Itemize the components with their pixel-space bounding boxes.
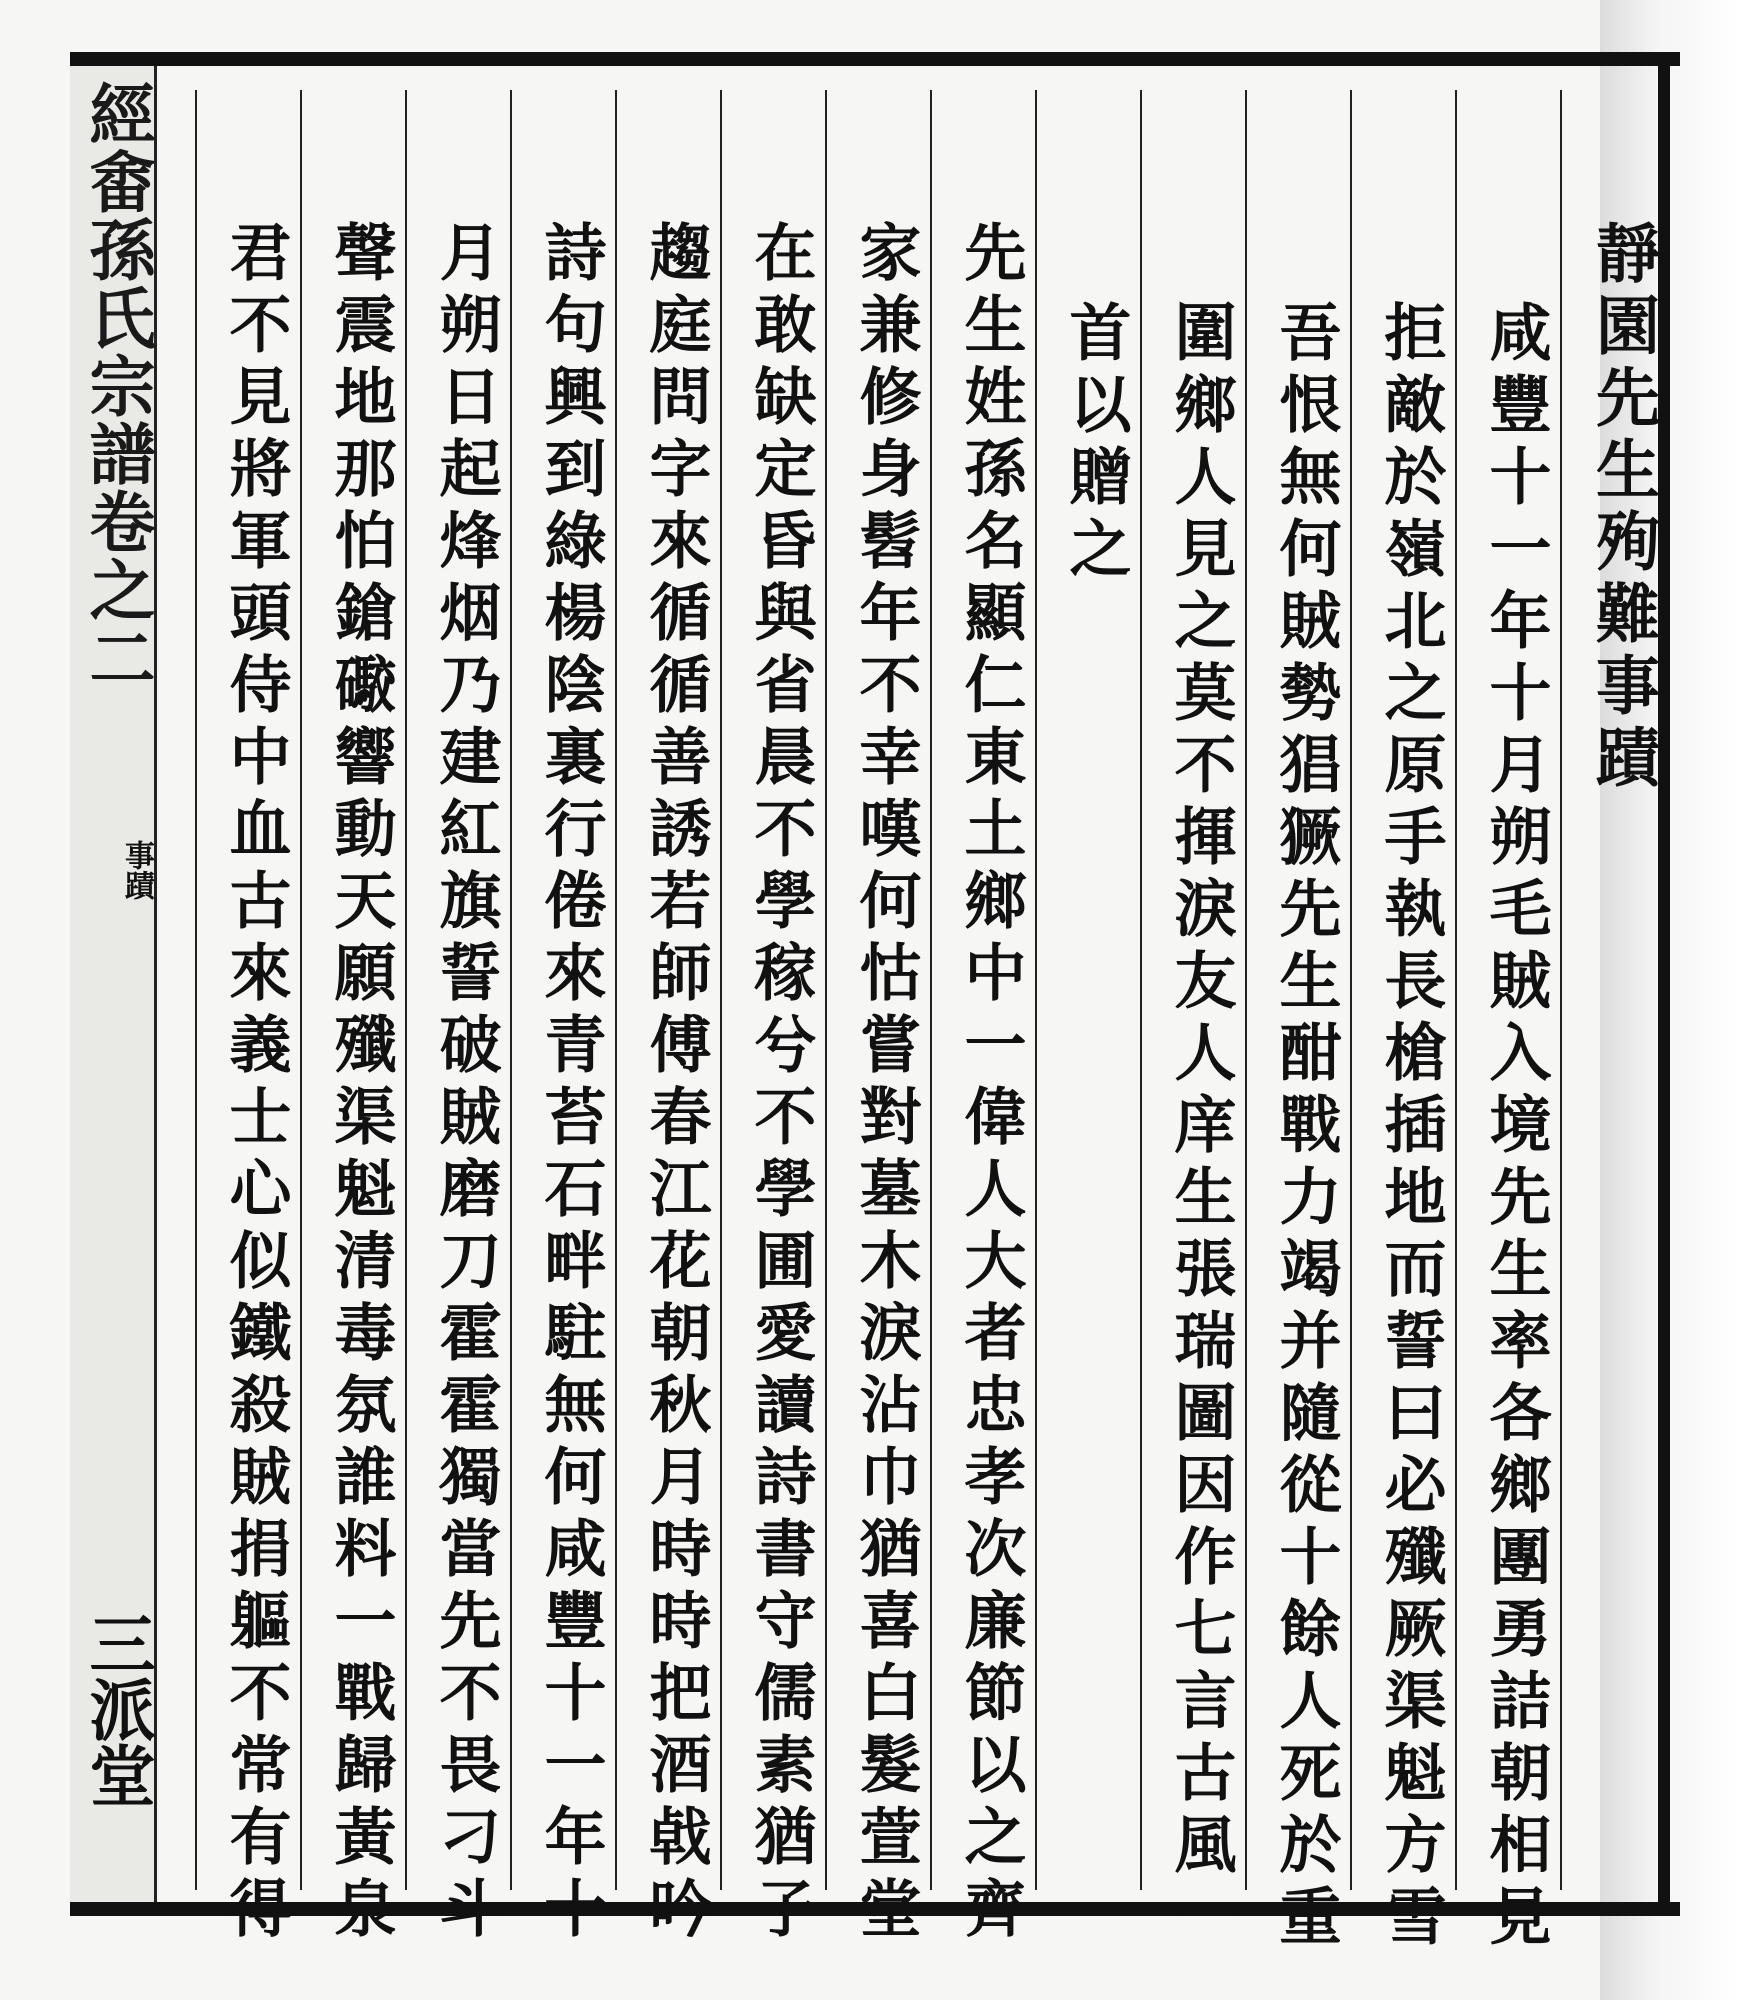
column-divider [1350, 90, 1352, 1890]
column-divider [1455, 90, 1457, 1890]
text-column: 月朔日起烽烟乃建紅旗誓破賊磨刀霍霍獨當先不畏刁斗 [429, 220, 502, 1948]
text-column: 君不見將軍頭侍中血古來義士心似鐵殺賊捐軀不常有得 [219, 220, 292, 1948]
column-divider [615, 90, 617, 1890]
text-column: 在敢缺定昏與省晨不學稼兮不學圃愛讀詩書守儒素猶子 [744, 220, 817, 1948]
text-column: 拒敵於嶺北之原手執長槍插地而誓曰必殲厥渠魁方雪 [1374, 300, 1447, 1956]
column-divider [930, 90, 932, 1890]
text-column: 圍鄉人見之莫不揮淚友人庠生張瑞圖因作七言古風一 [1164, 300, 1237, 1956]
text-column: 家兼修身髫年不幸嘆何怙嘗對墓木淚沾巾猶喜白髮萱堂 [849, 220, 922, 1948]
column-divider [1035, 90, 1037, 1890]
top-border-rule [70, 52, 1680, 66]
column-divider [1140, 90, 1142, 1890]
column-divider [825, 90, 827, 1890]
column-divider [1245, 90, 1247, 1890]
column-divider [195, 90, 197, 1890]
text-column: 吾恨無何賊勢猖獗先生酣戰力竭并隨從十餘人死於重 [1269, 300, 1342, 1956]
margin-hall-name: 三派堂 [78, 1610, 156, 1808]
text-column: 首以贈之 [1059, 300, 1132, 588]
text-column: 先生姓孫名顯仁東土鄉中一偉人大者忠孝次廉節以之齊 [954, 220, 1027, 1948]
text-column: 詩句興到綠楊陰裏行倦來青苔石畔駐無何咸豐十一年十 [534, 220, 607, 1948]
column-divider [510, 90, 512, 1890]
margin-section-label: 事蹟 [119, 840, 154, 900]
text-column: 咸豐十一年十月朔毛賊入境先生率各鄉團勇詰朝相見 [1479, 300, 1552, 1956]
text-column: 趨庭問字來循循善誘若師傅春江花朝秋月時時把酒㦸吟 [639, 220, 712, 1948]
column-divider [300, 90, 302, 1890]
column-divider [405, 90, 407, 1890]
document-title: 靜園先生殉難事蹟 [1585, 220, 1660, 796]
text-column: 聲震地那怕鎗礮響動天願殲渠魁清毒氛誰料一戰歸黃泉 [324, 220, 397, 1948]
column-divider [1560, 90, 1562, 1890]
column-divider [720, 90, 722, 1890]
margin-book-title: 經畬孫氏宗譜卷之二 [78, 80, 156, 692]
